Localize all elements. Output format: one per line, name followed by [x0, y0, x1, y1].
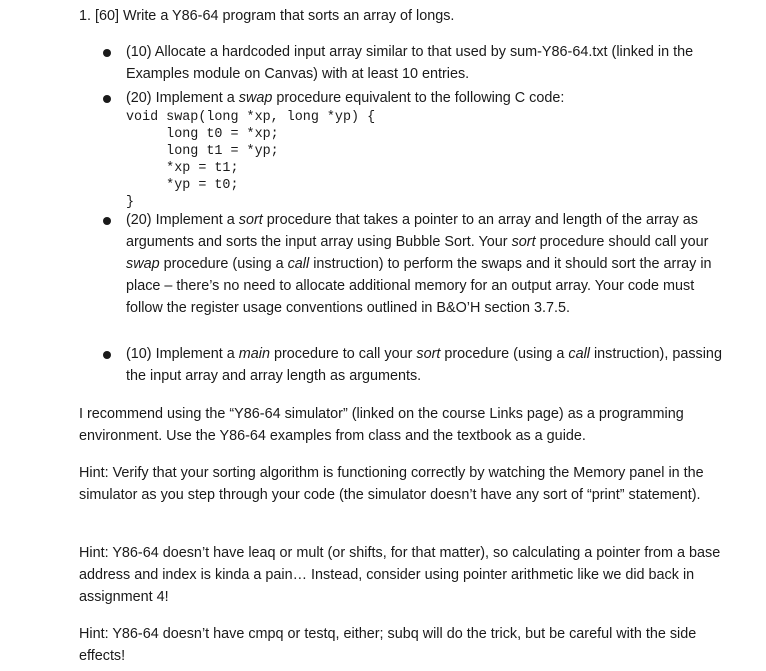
bullet-dot	[103, 351, 111, 359]
bullet-item-swap: (20) Implement a swap procedure equivalent to the following C code:	[126, 90, 565, 106]
bullet-item-array: (10) Allocate a hardcoded input array similar to that used by sum-Y86-64.txt (linked in the Examples module on Canvas) with at least 10 entries.	[126, 44, 694, 82]
paragraph-hint-cmpq: Hint: Y86-64 doesn’t have cmpq or testq, either; subq will do the trick, but be careful with the side effects!	[79, 626, 697, 664]
bullet-dot	[103, 217, 111, 225]
question-heading: 1. [60] Write a Y86-64 program that sorts an array of longs.	[79, 8, 455, 24]
bullet-dot	[103, 49, 111, 57]
paragraph-recommendation: I recommend using the “Y86-64 simulator” (linked on the course Links page) as a programming environment. Use the Y86-64 examples from class and the textbook as a guide.	[79, 406, 684, 444]
code-line: }	[126, 195, 135, 210]
bullet-item-main: (10) Implement a main procedure to call your sort procedure (using a call instruction), passing the input array and array length as arguments.	[126, 346, 722, 384]
paragraph-hint-leaq: Hint: Y86-64 doesn’t have leaq or mult (or shifts, for that matter), so calculating a pointer from a base address and index is kinda a pain… Instead, consider using pointer arithmetic like we did back in assignment 4!	[79, 545, 721, 605]
bullet-item-sort: (20) Implement a sort procedure that takes a pointer to an array and length of the array as arguments and sorts the input array using Bubble Sort. Your sort procedure should call your swap procedure (using a call instruction) to perform the swaps and it should sort the array in place – there’s no need to allocate additional memory for an output array. Your code must follow the register usage conventions outlined in B&O’H section 3.7.5.	[126, 212, 712, 316]
swap-code-block	[126, 109, 375, 211]
bullet-dot	[103, 95, 111, 103]
code-line: long t0 = *xp;	[126, 127, 279, 142]
paragraph-hint-memory: Hint: Verify that your sorting algorithm is functioning correctly by watching the Memory panel in the simulator as you step through your code (the simulator doesn’t have any sort of “print” statement).	[79, 465, 704, 503]
code-line: *yp = t0;	[126, 178, 239, 193]
code-line: *xp = t1;	[126, 161, 239, 176]
code-line: long t1 = *yp;	[126, 144, 279, 159]
code-line: void swap(long *xp, long *yp) {	[126, 110, 376, 125]
